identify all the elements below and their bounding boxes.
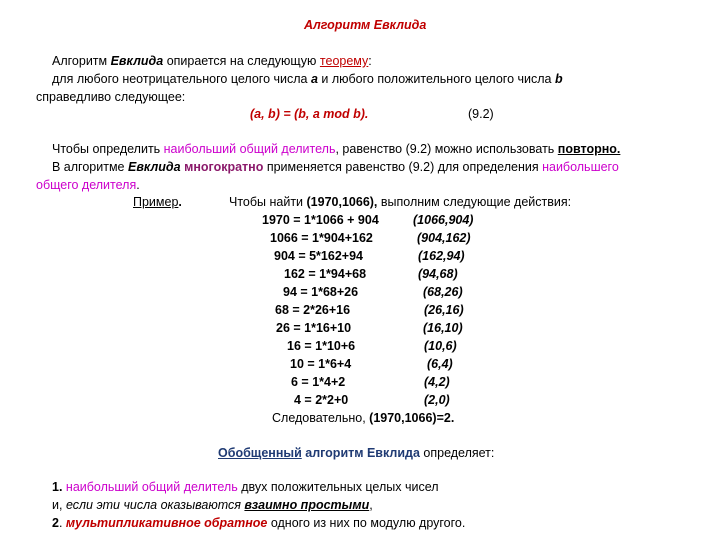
step-pair: (16,10) <box>423 321 463 335</box>
example-text-c: выполним следующие действия: <box>377 195 572 209</box>
formula-number: (9.2) <box>468 107 494 121</box>
list-text-italic: если эти числа оказываются <box>65 498 245 512</box>
gcd-term-start: наибольшего <box>542 160 619 174</box>
paragraph-euclid-line-1 <box>52 159 619 175</box>
intro-text: Алгоритм <box>52 54 111 68</box>
gcd-term-end: общего делителя <box>36 178 137 192</box>
repeatedly-term: повторно. <box>557 142 621 156</box>
example-text-a: Чтобы найти <box>229 195 307 209</box>
intro-text: и любого положительного целого числа <box>317 72 555 86</box>
list-dot: . <box>58 516 66 530</box>
list-number: 1. <box>52 480 63 494</box>
coprime-term: взаимно простыми <box>244 498 370 512</box>
step-equation: 162 = 1*94+68 <box>284 267 367 281</box>
para-text: применяется равенство (9.2) для определения <box>263 160 543 174</box>
paragraph-repeat <box>52 141 620 157</box>
list-text: одного из них по модулю другого. <box>267 516 466 530</box>
step-pair: (162,94) <box>418 249 465 263</box>
step-equation: 10 = 1*6+4 <box>290 357 352 371</box>
example-link[interactable]: Пример <box>133 195 179 209</box>
example-label <box>133 194 182 210</box>
step-equation: 68 = 2*26+16 <box>275 303 351 317</box>
list-item-1-continued <box>52 497 373 513</box>
step-pair: (6,4) <box>427 357 453 371</box>
step-equation: 4 = 2*2+0 <box>294 393 349 407</box>
example-pair: (1970,1066), <box>306 195 378 209</box>
list-text: двух положительных целых чисел <box>237 480 439 494</box>
conclusion <box>272 410 454 426</box>
list-item-2 <box>52 515 465 531</box>
step-pair: (2,0) <box>424 393 450 407</box>
theorem-link[interactable]: теорему <box>319 54 369 68</box>
formula: (a, b) = (b, a mod b). <box>250 107 369 121</box>
step-equation: 94 = 1*68+26 <box>283 285 359 299</box>
gcd-term: наибольший общий делитель <box>163 142 336 156</box>
step-equation: 16 = 1*10+6 <box>287 339 356 353</box>
conclusion-text: Следовательно, <box>272 411 370 425</box>
list-item-1 <box>52 479 439 495</box>
intro-line-1 <box>52 53 372 69</box>
step-equation: 1970 = 1*1066 + 904 <box>262 213 379 227</box>
step-equation: 26 = 1*16+10 <box>276 321 352 335</box>
euclid-name: Евклида <box>110 54 164 68</box>
step-pair: (94,68) <box>418 267 458 281</box>
multiple-term: многократно <box>184 160 264 174</box>
intro-text: : <box>368 54 372 68</box>
intro-text: опирается на следующую <box>163 54 320 68</box>
euclid-name: Евклида <box>127 160 181 174</box>
step-equation: 6 = 1*4+2 <box>291 375 346 389</box>
para-text: Чтобы определить <box>52 142 164 156</box>
step-equation: 904 = 5*162+94 <box>274 249 363 263</box>
list-text: , <box>369 498 373 512</box>
generalized-heading <box>218 445 494 461</box>
intro-text: для любого неотрицательного целого числа <box>52 72 311 86</box>
step-pair: (1066,904) <box>413 213 474 227</box>
list-number: 2 <box>52 516 59 530</box>
var-b: b <box>554 72 563 86</box>
step-pair: (68,26) <box>423 285 463 299</box>
inverse-term: мультипликативное обратное <box>65 516 268 530</box>
example-text <box>229 194 571 210</box>
generalized-text: определяет: <box>419 446 495 460</box>
example-dot: . <box>178 195 182 209</box>
step-pair: (904,162) <box>417 231 471 245</box>
gcd-term: наибольший общий делитель <box>62 480 238 494</box>
para-text: . <box>136 178 140 192</box>
step-pair: (4,2) <box>424 375 450 389</box>
conclusion-result: (1970,1066)=2. <box>369 411 455 425</box>
intro-line-2 <box>52 71 563 87</box>
paragraph-euclid-line-2 <box>36 177 140 193</box>
generalized-algo: алгоритм Евклида <box>301 446 420 460</box>
step-pair: (10,6) <box>424 339 457 353</box>
var-a: a <box>310 72 318 86</box>
intro-line-3: справедливо следующее: <box>36 90 186 104</box>
step-equation: 1066 = 1*904+162 <box>270 231 373 245</box>
generalized-link[interactable]: Обобщенный <box>218 446 302 460</box>
step-pair: (26,16) <box>424 303 464 317</box>
list-text: и, <box>52 498 66 512</box>
page-title: Алгоритм Евклида <box>304 18 427 32</box>
para-text: , равенство (9.2) можно использовать <box>335 142 558 156</box>
para-text: В алгоритме <box>52 160 128 174</box>
